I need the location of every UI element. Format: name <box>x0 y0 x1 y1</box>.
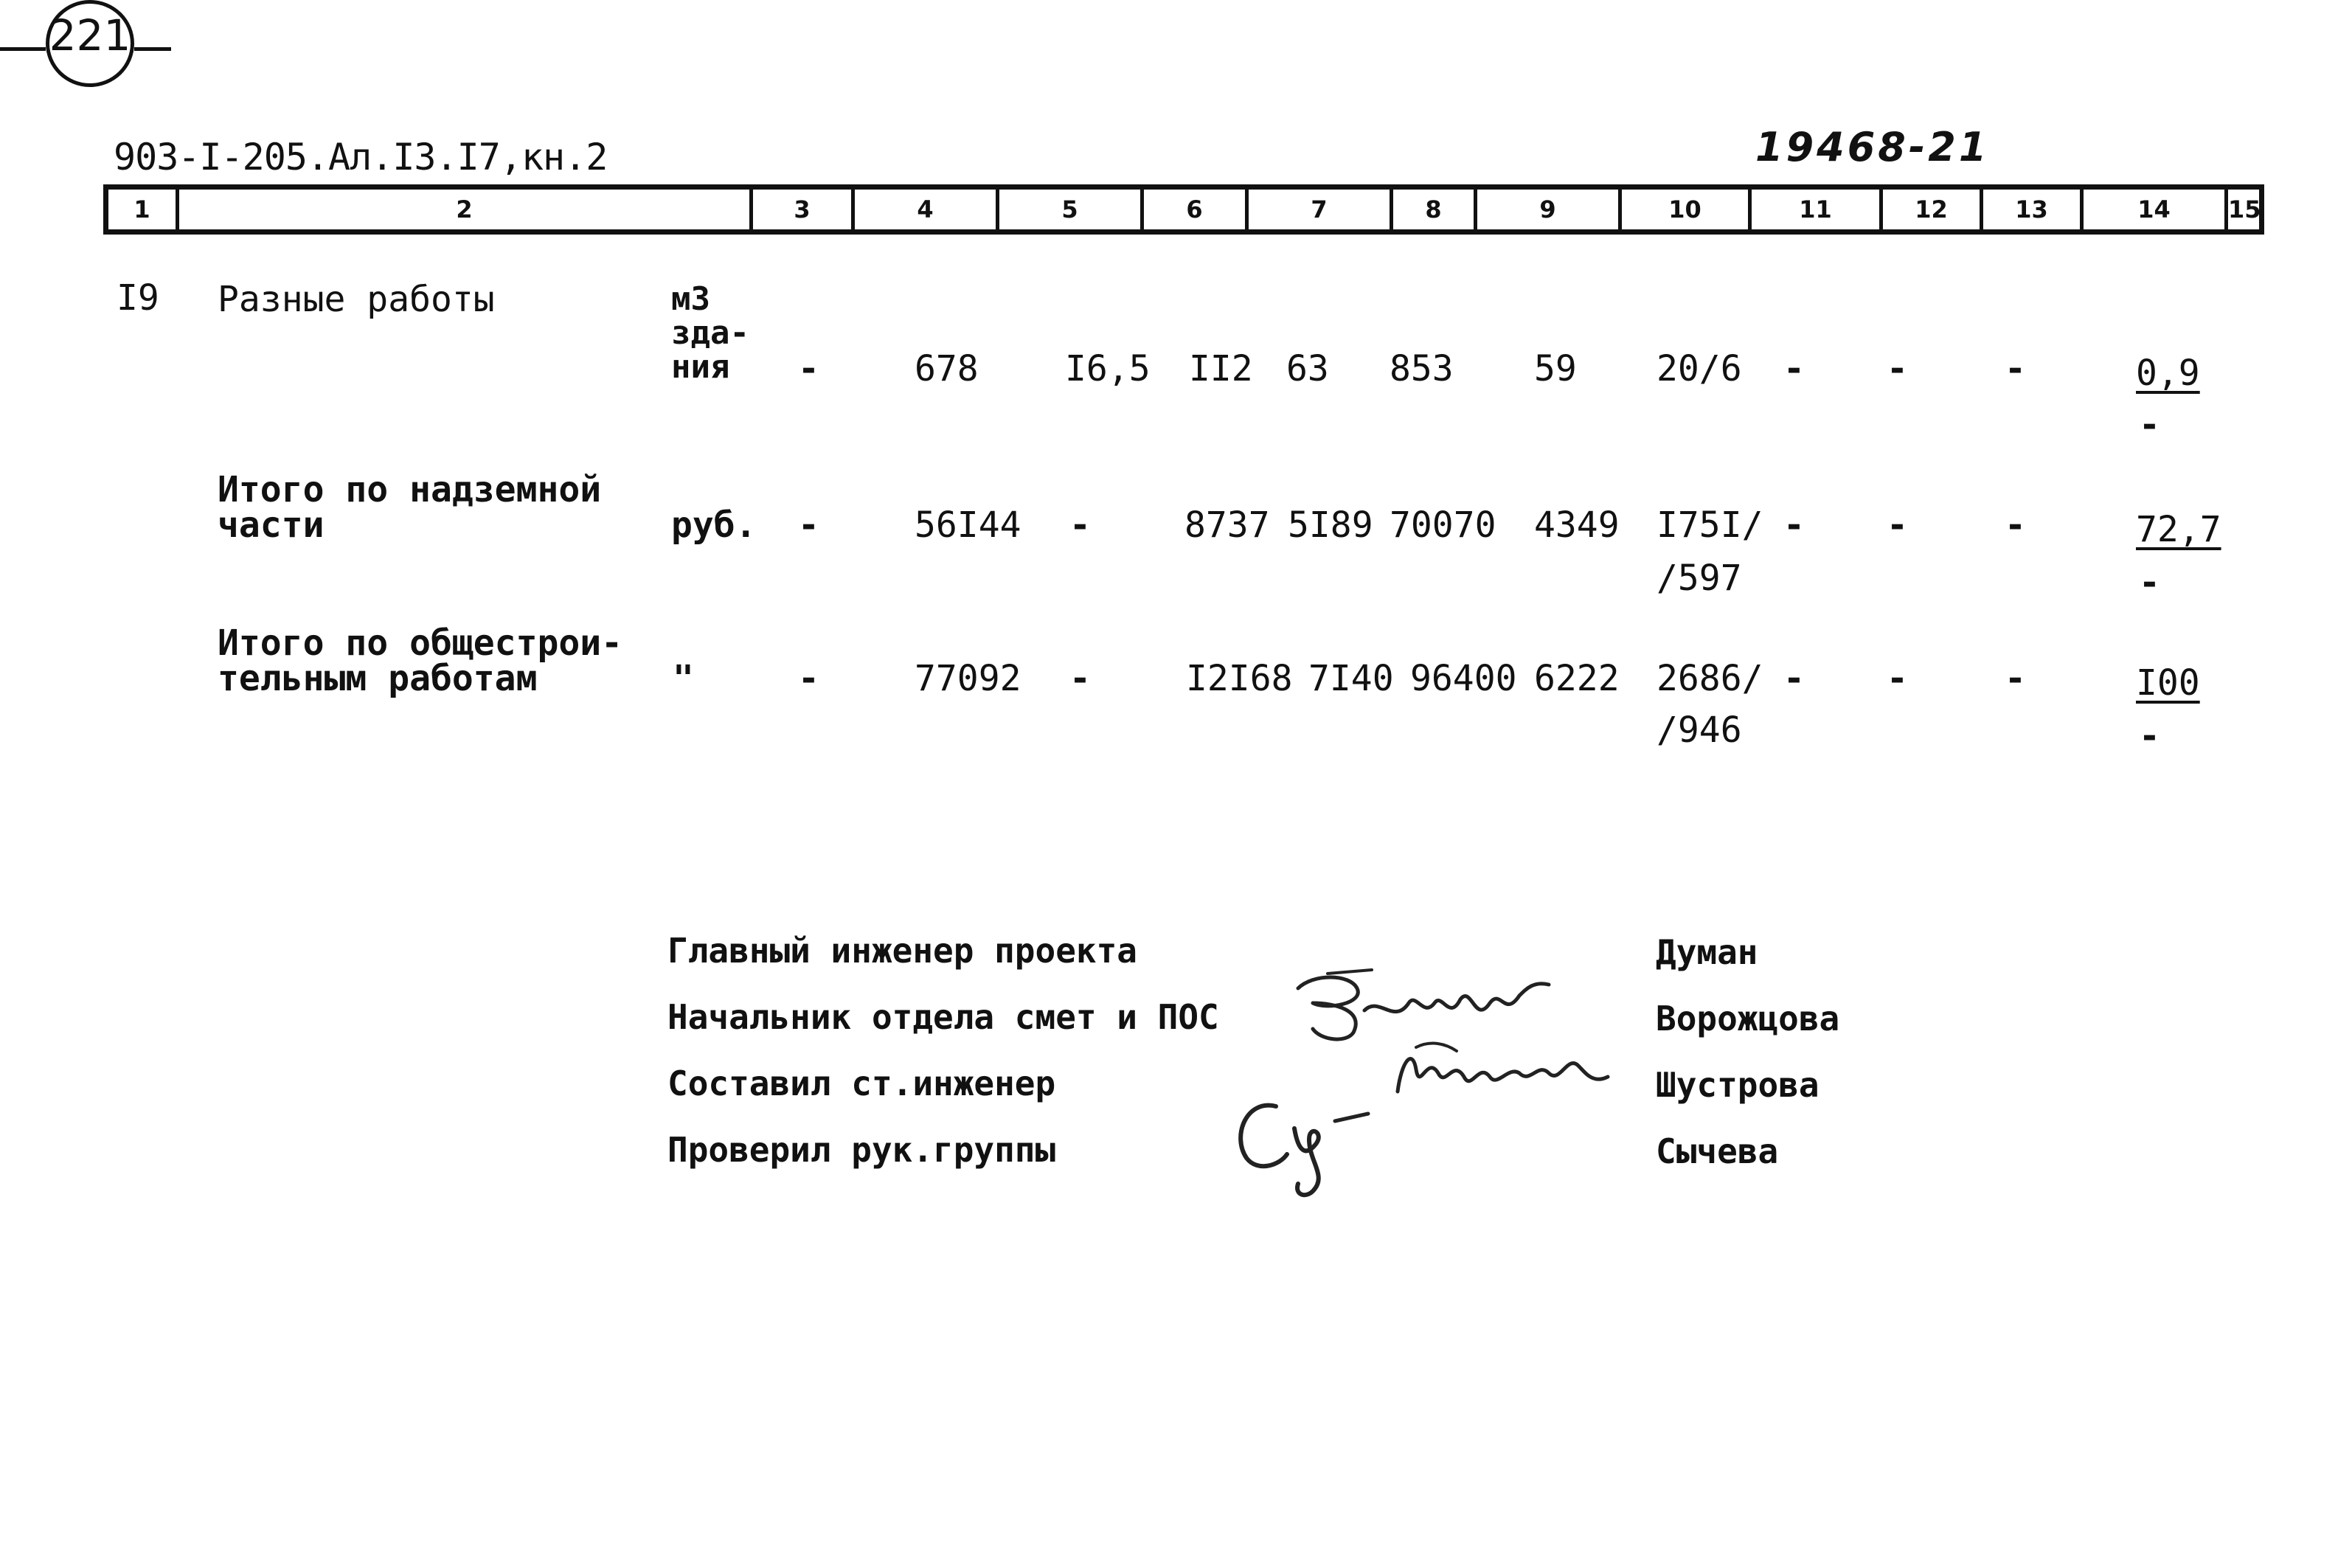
handwritten-signature-3 <box>1224 1084 1387 1202</box>
page-number-stamp <box>0 0 155 66</box>
row-3-col11-line1: 2686/ <box>1657 658 1763 699</box>
row-3-col4: - <box>798 658 819 699</box>
col-header-2: 2 <box>179 190 753 229</box>
row-2-name-line2: части <box>218 504 325 546</box>
page-number: 221 <box>49 10 131 60</box>
col-header-6: 6 <box>1144 190 1249 229</box>
col-header-12: 12 <box>1883 190 1983 229</box>
row-3-col5: 77092 <box>915 658 1021 699</box>
row-3-unit: " <box>673 658 694 699</box>
row-3-col7: I2I68 <box>1186 658 1293 699</box>
col-header-10: 10 <box>1622 190 1752 229</box>
row-1-col11: 20/6 <box>1657 348 1742 389</box>
dash-right <box>134 47 171 51</box>
signature-title-compiler: Составил ст.инженер <box>667 1064 1056 1103</box>
col-header-11: 11 <box>1752 190 1883 229</box>
row-3-col10: 6222 <box>1534 658 1620 699</box>
row-1-col8: 63 <box>1286 348 1329 389</box>
row-1-col9: 853 <box>1390 348 1454 389</box>
row-2-col12: - <box>1783 504 1805 546</box>
col-header-9: 9 <box>1477 190 1622 229</box>
row-3-col15: I00 <box>2136 662 2200 704</box>
row-1-col15-sub: - <box>2139 404 2160 445</box>
signature-title-chief-engineer: Главный инженер проекта <box>667 931 1137 971</box>
signature-name-compiler: Шустрова <box>1656 1065 1819 1105</box>
col-header-14: 14 <box>2084 190 2228 229</box>
col-header-5: 5 <box>999 190 1144 229</box>
col-header-4: 4 <box>855 190 999 229</box>
row-2-col10: 4349 <box>1534 504 1620 546</box>
handwritten-signature-2 <box>1387 1033 1623 1114</box>
col-header-3: 3 <box>753 190 855 229</box>
row-3-name-line1: Итого по общестрои- <box>218 622 623 664</box>
row-3-col8: 7I40 <box>1308 658 1394 699</box>
row-1-col4: - <box>798 348 819 389</box>
col-header-1: 1 <box>108 190 179 229</box>
signature-name-chief-engineer: Думан <box>1656 932 1758 972</box>
row-2-col9: 70070 <box>1390 504 1496 546</box>
row-1-col7: II2 <box>1189 348 1253 389</box>
row-1-name: Разные работы <box>218 279 495 320</box>
row-2-col15-sub: - <box>2139 562 2160 603</box>
row-1-col5: 678 <box>915 348 979 389</box>
col-header-15: 15 <box>2228 195 2261 223</box>
row-2-col14: - <box>2005 504 2026 546</box>
col-header-13: 13 <box>1983 190 2084 229</box>
row-1-col14: - <box>2005 348 2026 389</box>
row-1-unit-line3: ния <box>671 348 730 386</box>
row-2-col15: 72,7 <box>2136 509 2221 550</box>
row-3-col11-line2: /946 <box>1657 710 1742 751</box>
signature-name-department-head: Ворожцова <box>1656 999 1840 1038</box>
row-2-col11-line2: /597 <box>1657 558 1742 599</box>
row-2-col6: - <box>1069 504 1091 546</box>
row-2-name-line1: Итого по надземной <box>218 469 602 510</box>
row-1-col13: - <box>1887 348 1908 389</box>
row-2-col5: 56I44 <box>915 504 1021 546</box>
row-3-col15-sub: - <box>2139 715 2160 757</box>
row-2-unit: руб. <box>671 504 757 546</box>
row-3-name-line2: тельным работам <box>218 658 538 699</box>
col-header-7: 7 <box>1249 190 1393 229</box>
row-3-col9: 96400 <box>1410 658 1517 699</box>
row-2-col7: 8737 <box>1184 504 1270 546</box>
signature-name-checker: Сычева <box>1656 1131 1779 1171</box>
row-3-col14: - <box>2005 658 2026 699</box>
row-1-col12: - <box>1783 348 1805 389</box>
row-1-unit-line1: м3 <box>671 280 710 318</box>
row-1-col15: 0,9 <box>2136 353 2200 394</box>
row-2-col13: - <box>1887 504 1908 546</box>
signature-title-checker: Проверил рук.группы <box>667 1130 1056 1170</box>
row-1-num: I9 <box>117 277 159 319</box>
row-3-col13: - <box>1887 658 1908 699</box>
col-header-8: 8 <box>1393 190 1477 229</box>
row-2-col11-line1: I75I/ <box>1657 504 1763 546</box>
archive-number: 19468-21 <box>1755 124 1990 170</box>
row-1-col10: 59 <box>1534 348 1577 389</box>
dash-left <box>0 47 46 51</box>
row-1-unit-line2: зда- <box>671 314 749 352</box>
column-header-row <box>103 184 2264 235</box>
row-3-col12: - <box>1783 658 1805 699</box>
signature-title-department-head: Начальник отдела смет и ПОС <box>667 997 1219 1037</box>
row-3-col6: - <box>1069 658 1091 699</box>
row-1-col6: I6,5 <box>1065 348 1151 389</box>
row-2-col4: - <box>798 504 819 546</box>
row-2-col8: 5I89 <box>1288 504 1373 546</box>
document-code: 903-I-205.Ал.I3.I7,кн.2 <box>114 136 608 178</box>
